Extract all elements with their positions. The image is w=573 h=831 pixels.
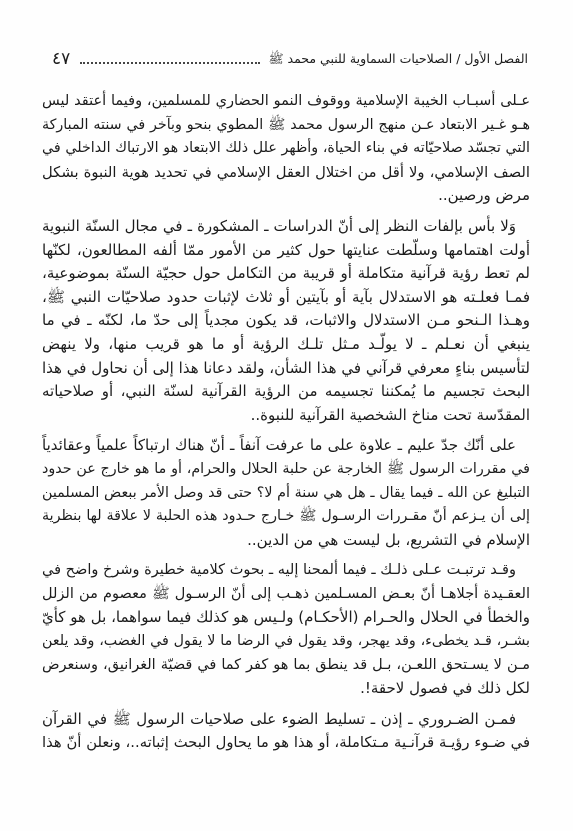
text-line: مـن لا يسـتحق اللعـن، بـل قد ينطق بما هو كفر كما في قضيّة الغرانيق، وسنعرض	[42, 656, 530, 673]
paragraph	[42, 559, 530, 701]
text-line: العقـيدة أجلاهـا أنّ بعـض المسـلمين ذهـب إلى أنّ الرسـول ﷺ معصوم من الزلل	[42, 585, 530, 602]
text-line: المقدّسة تحت مناخ الشخصية القرآنية للنبوة..	[250, 405, 530, 424]
chapter-title: الفصل الأول / الصلاحيات السماوية للنبي محمد ﷺ	[268, 51, 528, 66]
text-line: ينبغي أن نعـلم ـ لا يولّـد مـثل تلـك الرؤية أو ما هو قريب منها، ولا ينهض	[42, 334, 530, 353]
text-line: لكل ذلك في فصول لاحقة!.	[360, 679, 530, 698]
text-line: إلى أن يـزعم أنّ مقـررات الرسـول ﷺ خـارج حـدود هذه الحلبة لا علاقة لها بنظرية	[42, 508, 530, 525]
text-line: الصف الإسلامي، ولا أقل من اختلال العقل الإسلامي في تحديد هوية النبوة بشكل	[42, 163, 530, 181]
text-line: فمـا فعلـته هو الاستدلال بآية أو بآيتين أو ثلاث لإثبات حدود صلاحيّات النبي ﷺ،	[42, 287, 530, 306]
dotted-leader	[80, 62, 260, 64]
text-line: والخطأ في الحلال والحـرام (الأحكـام) ولـيس هو كذلك فيما سواهما، بل هو كأيّ	[42, 608, 530, 627]
paragraph	[42, 90, 530, 208]
text-line: بشـر، قـد يخطىء، وقد يهجر، وقد يقول في الرضا ما لا يقول في الغضب، وقد يلعن	[42, 633, 530, 650]
text-line: في ضـوء رؤيـة قرآنـية مـتكاملة، أو هذا هو ما يحاول البحث إثباته..، ونعلن أنّ هذا	[42, 734, 530, 752]
text-line: الإسلام في التشريع، بل ليست هي من الدين..	[247, 530, 530, 549]
text-line: لتأسيس بناءٍ معرفي قرآني في هذا الشأن، ولقد دعانا هذا إلى أن نحاول في هذا	[42, 358, 530, 377]
text-line: أولت اهتمامها وسلّطت عنايتها حول كثير من الأمور ممّا ألفه المطالعون، لكنّها	[42, 240, 530, 259]
text-line: فمـن الضـروري ـ إذن ـ تسليط الضوء على صلاحيات الرسول ﷺ في القرآن	[42, 709, 516, 728]
text-line: وقـد ترتبـت عـلى ذلـك ـ فيما ألمحنا إليه ـ بحوث كلامية خطيرة وشرخ واضح في	[42, 562, 516, 579]
text-line: في مقررات الرسول ﷺ الخارجة عن حلبة الحلال والحرام، أو ما هو خارج عن حدود	[42, 460, 530, 477]
text-line: عـلى أسبـاب الخيبة الإسلامية ووقوف النمو الحضاري للمسلمين، وفيما أعتقد ليس	[42, 93, 530, 109]
text-line: البحث تجسيم ما يُمكننا تجسيمه من الرؤية القرآنية لسنّة النبي، أو صلاحياته	[42, 382, 530, 401]
text-line: مرض ورصين..	[438, 186, 530, 205]
text-line: على أنّك جدّ عليم ـ علاوة على ما عرفت آنفاً ـ أنّ هناك ارتباكاً علمياً وعقائدياً	[42, 436, 516, 455]
page-body	[42, 90, 530, 755]
text-line: التبليغ عن الله ـ فيما يقال ـ هل هي سنة أم لا؟ حتى قد وصل الأمر ببعض المسلمين	[42, 484, 530, 501]
text-line: وهـذا الـنحو مـن الاستدلال والاثبات، قد يكون مجدياً إلى حدّ ما، لكنّه ـ في ما	[42, 311, 530, 330]
text-line: التي تجسّد صلاحيّاته في بناء الحياة، وأظهر علل ذلك الابتعاد هو الارتباك الداخلي في	[42, 140, 530, 157]
running-header	[52, 46, 528, 70]
text-line: لم تعط رؤية قرآنية متكاملة أو قريبة من التكامل حول حجيّة السنّة بموضوعية،	[42, 264, 530, 283]
paragraph	[42, 434, 530, 552]
paragraph	[42, 215, 530, 427]
text-line: هـو غـير الابتعاد عـن منهج الرسول محمد ﷺ المطوي بنحو وبآخر في سنته المباركة	[42, 116, 530, 133]
paragraph	[42, 708, 530, 755]
text-line: وَلا بأس بإلفات النظر إلى أنّ الدراسات ـ المشكورة ـ في مجال السنّة النبوية	[42, 216, 516, 235]
page-number: ٤٧	[52, 49, 71, 69]
